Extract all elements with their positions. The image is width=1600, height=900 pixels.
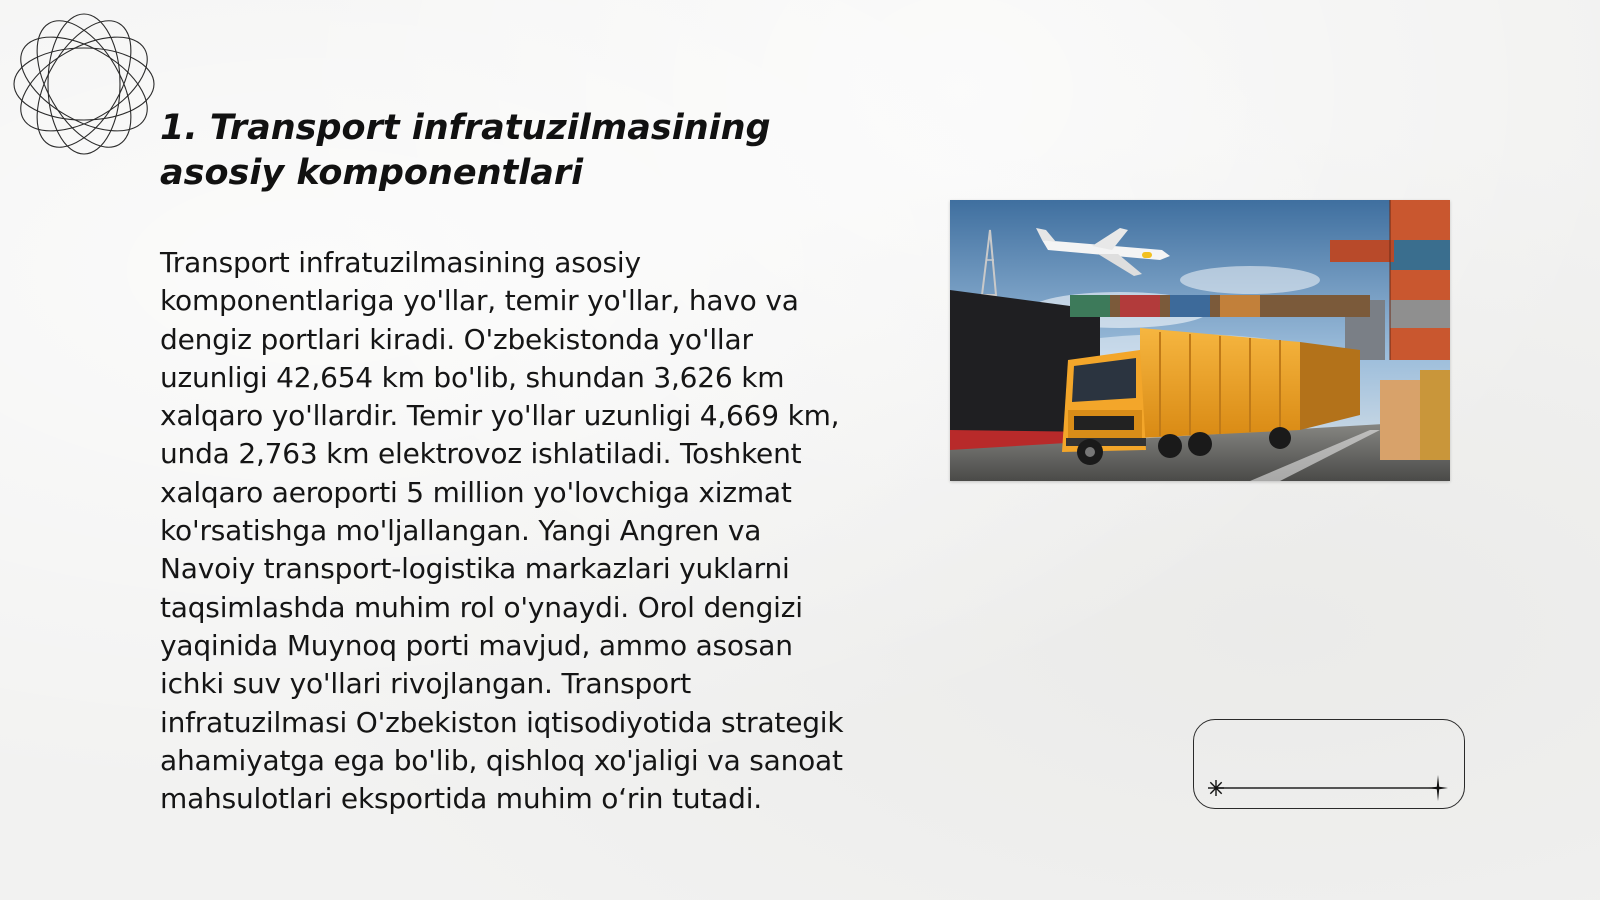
- transport-photo: [950, 200, 1450, 481]
- slide-title: 1. Transport infratuzilmasining asosiy komponentlari: [160, 108, 771, 193]
- slide-body-text: Transport infratuzilmasining asosiy komponentlariga yo'llar, temir yo'llar, havo va dengiz portlari kiradi. O'zbekistonda yo'llar uzunligi 42,654 km bo'lib, shundan 3,626 km xalqaro yo'llardir. Temir yo'llar uzunligi 4,669 km, unda 2,763 km elektrovoz ishlatiladi. Toshkent xalqaro aeroporti 5 million yo'lovchiga xizmat ko'rsatishga mo'ljallangan. Yangi Angren va Navoiy transport-logistika markazlari yuklarni taqsimlashda muhim rol o'ynaydi. Orol dengizi yaqinida Muynoq porti mavjud, ammo asosan ichki suv yo'llari rivojlangan. Transport infratuzilmasi O'zbekiston iqtisodiyotida strategik ahamiyatga ega bo'lib, qishloq xo'jaligi va sanoat mahsulotlari eksportida muhim o‘rin tutadi.: [160, 246, 844, 816]
- orbital-rings-icon: [10, 10, 158, 158]
- sparkle-icon: [1206, 778, 1226, 798]
- four-point-star-icon: [1426, 774, 1450, 802]
- decorative-slider: [1193, 719, 1465, 809]
